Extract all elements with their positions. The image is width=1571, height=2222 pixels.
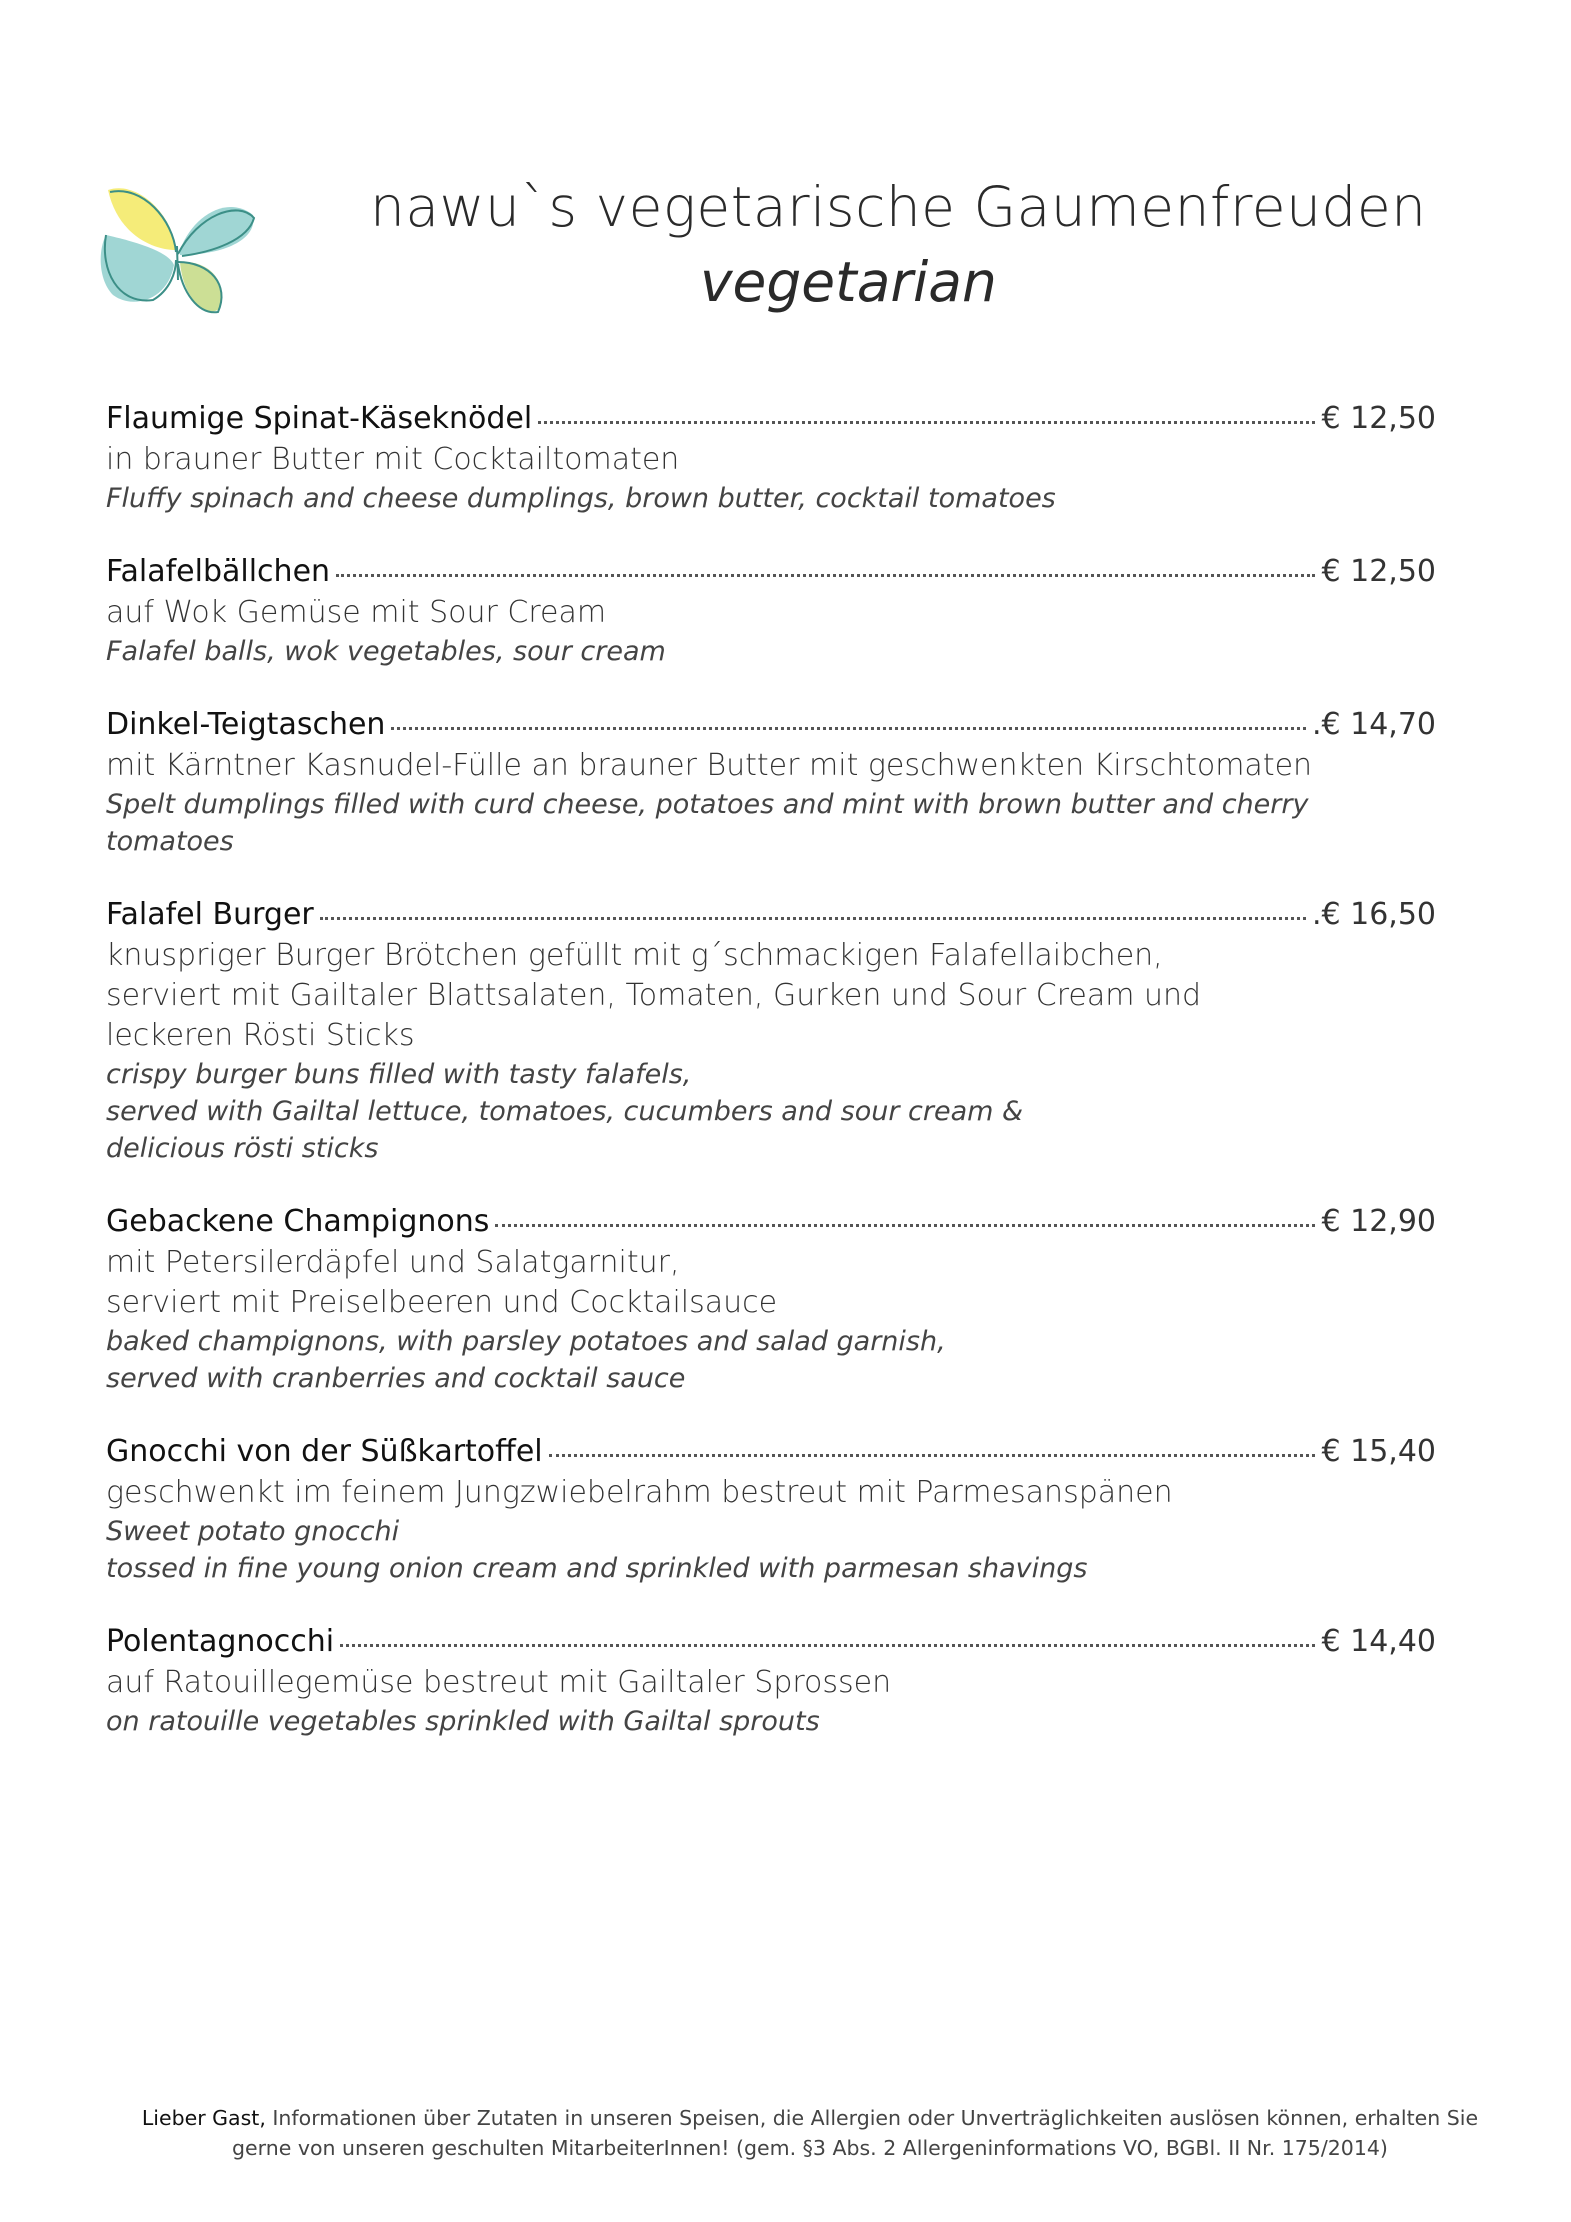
menu-item xyxy=(106,1431,1436,1587)
dish-price: .€ 16,50 xyxy=(1311,897,1436,932)
dish-description-de: knuspriger Burger Brötchen gefüllt mit g´schmackigen Falafellaibchen, xyxy=(106,938,1163,973)
dish-description-de: mit Kärntner Kasnudel-Fülle an brauner Butter mit geschwenkten Kirschtomaten xyxy=(106,748,1313,783)
footer-lead: Lieber Gast, xyxy=(141,2106,266,2130)
dish-price: € 12,90 xyxy=(1321,1204,1436,1239)
dish-description-en: Falafel balls, wok vegetables, sour cream xyxy=(106,636,666,667)
dish-price: € 15,40 xyxy=(1321,1434,1436,1469)
dot-leader xyxy=(538,420,1315,424)
menu-list xyxy=(106,398,1436,1774)
dot-leader xyxy=(340,1643,1315,1647)
dish-description-en: on ratouille vegetables sprinkled with Gailtal sprouts xyxy=(106,1706,820,1737)
dish-description-en: tossed in fine young onion cream and sprinkled with parmesan shavings xyxy=(106,1553,1088,1584)
menu-item xyxy=(106,1621,1436,1740)
menu-item xyxy=(106,894,1436,1167)
dish-name: Falafel Burger xyxy=(106,897,314,932)
dish-description-en: tomatoes xyxy=(106,826,234,857)
dot-leader xyxy=(336,573,1315,577)
dish-description-de: leckeren Rösti Sticks xyxy=(106,1018,415,1053)
page-subtitle: vegetarian xyxy=(700,250,997,314)
dish-description-de: serviert mit Gailtaler Blattsalaten, Tomaten, Gurken und Sour Cream und xyxy=(106,978,1202,1013)
dish-description-de: auf Ratouillegemüse bestreut mit Gailtaler Sprossen xyxy=(106,1665,892,1700)
dish-name: Polentagnocchi xyxy=(106,1624,335,1659)
dish-description-en: crispy burger buns filled with tasty falafels, xyxy=(106,1059,692,1090)
dish-description-de: mit Petersilerdäpfel und Salatgarnitur, xyxy=(106,1245,680,1280)
dish-price: € 12,50 xyxy=(1321,401,1436,436)
menu-item xyxy=(106,704,1436,860)
dish-description-de: in brauner Butter mit Cocktailtomaten xyxy=(106,442,680,477)
menu-item xyxy=(106,551,1436,670)
dish-name: Falafelbällchen xyxy=(106,554,331,589)
dish-name: Flaumige Spinat-Käseknödel xyxy=(106,401,533,436)
dish-price: € 14,40 xyxy=(1321,1624,1436,1659)
dish-description-en: Fluffy spinach and cheese dumplings, brown butter, cocktail tomatoes xyxy=(106,483,1056,514)
dish-name: Gebackene Champignons xyxy=(106,1204,490,1239)
dot-leader xyxy=(391,726,1306,730)
dish-description-en: served with Gailtal lettuce, tomatoes, cucumbers and sour cream & xyxy=(106,1096,1024,1127)
dish-name: Dinkel-Teigtaschen xyxy=(106,707,386,742)
dish-description-de: auf Wok Gemüse mit Sour Cream xyxy=(106,595,607,630)
footer-line-2: gerne von unseren geschulten MitarbeiterInnen! (gem. §3 Abs. 2 Allergeninformations VO, BGBl. II Nr. 175/2014) xyxy=(232,2136,1388,2160)
dish-description-en: served with cranberries and cocktail sauce xyxy=(106,1363,686,1394)
dot-leader xyxy=(495,1223,1315,1227)
dish-description-de: serviert mit Preiselbeeren und Cocktailsauce xyxy=(106,1285,778,1320)
menu-item xyxy=(106,398,1436,517)
dish-description-en: Sweet potato gnocchi xyxy=(106,1516,400,1547)
dish-description-en: Spelt dumplings filled with curd cheese, potatoes and mint with brown butter and cherry xyxy=(106,789,1309,820)
footer-line-1: Informationen über Zutaten in unseren Speisen, die Allergien oder Unverträglichkeiten auslösen können, erhalten Sie xyxy=(272,2106,1479,2130)
butterfly-icon xyxy=(98,180,258,330)
dish-price: € 12,50 xyxy=(1321,554,1436,589)
menu-item xyxy=(106,1201,1436,1397)
dish-description-de: geschwenkt im feinem Jungzwiebelrahm bestreut mit Parmesanspänen xyxy=(106,1475,1173,1510)
dish-description-en: baked champignons, with parsley potatoes and salad garnish, xyxy=(106,1326,946,1357)
dish-price: .€ 14,70 xyxy=(1311,707,1436,742)
dot-leader xyxy=(549,1453,1316,1457)
allergen-notice xyxy=(100,2103,1520,2163)
dish-description-en: delicious rösti sticks xyxy=(106,1133,379,1164)
dish-name: Gnocchi von der Süßkartoffel xyxy=(106,1434,543,1469)
dot-leader xyxy=(320,916,1306,920)
page-title: nawu`s vegetarische Gaumenfreuden xyxy=(370,175,1427,239)
